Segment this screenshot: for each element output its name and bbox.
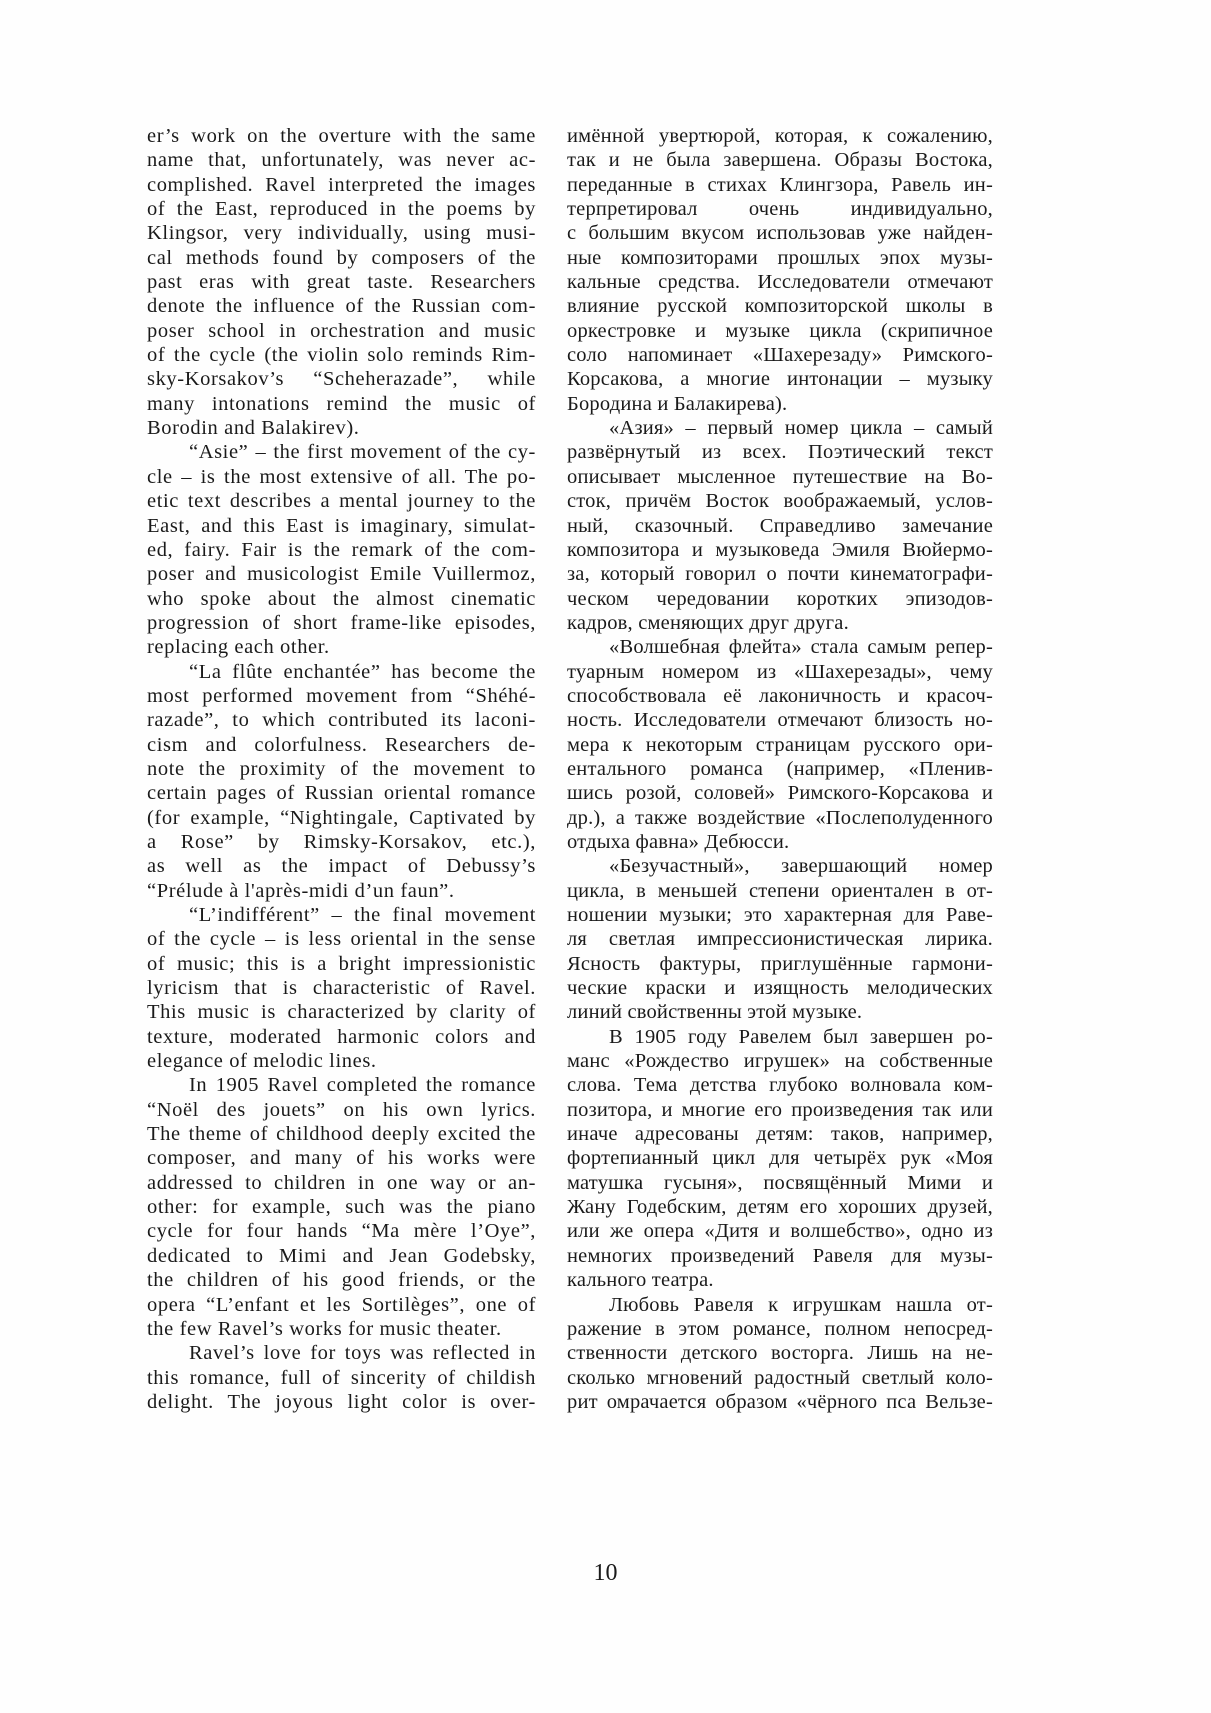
text-line: note the proximity of the movement to (147, 757, 536, 780)
text-line: за, который говорил о почти кинематографи- (567, 563, 993, 586)
text-line: “La flûte enchantée” has become the (189, 660, 536, 683)
text-line: имённой увертюрой, которая, к сожалению, (567, 125, 993, 147)
text-line: replacing each other. (147, 636, 330, 659)
text-line: ность. Исследователи отмечают близость но- (567, 709, 993, 732)
text-line: certain pages of Russian oriental romance (147, 782, 536, 805)
text-line: Корсакова, а многие интонации – музыку (567, 368, 993, 391)
text-line: развёрнутый из всех. Поэтический текст (567, 441, 993, 464)
text-line: ные композиторами прошлых эпох музы- (567, 246, 993, 269)
text-line: elegance of melodic lines. (147, 1050, 377, 1073)
text-line: «Азия» – первый номер цикла – самый (609, 417, 993, 440)
text-line: “L’indifférent” – the final movement (189, 904, 536, 926)
text-line: as well as the impact of Debussy’s (147, 855, 536, 878)
text-line: ed, fairy. Fair is the remark of the com- (147, 538, 536, 561)
text-line: влияние русской композиторской школы в (567, 295, 993, 318)
text-line: ентального романса (например, «Пленив- (567, 757, 993, 780)
text-line: opera “L’enfant et les Sortilèges”, one of (147, 1293, 536, 1316)
text-line: past eras with great taste. Researchers (147, 271, 536, 294)
text-line: The theme of childhood deeply excited the (147, 1123, 536, 1146)
text-line: терпретировал очень индивидуально, (567, 198, 993, 221)
text-line: туарным номером из «Шахерезады», чему (567, 660, 993, 683)
text-line: сток, причём Восток воображаемый, услов- (567, 490, 993, 513)
text-line: слова. Тема детства глубоко волновала ком- (567, 1074, 993, 1097)
text-line: sky-Korsakov’s “Scheherazade”, while (147, 368, 536, 391)
text-line: Ясность фактуры, приглушённые гармони- (567, 952, 993, 975)
text-line: В 1905 году Равелем был завершен ро- (609, 1025, 993, 1048)
text-line: иначе адресованы детям: таков, например, (567, 1123, 993, 1146)
text-line: способствовала её лаконичность и красоч- (567, 684, 993, 707)
text-line: так и не была завершена. Образы Востока, (567, 149, 993, 172)
text-line: композитора и музыковеда Эмиля Вюйермо- (567, 538, 993, 561)
text-line: цикла, в меньшей степени ориентален в от- (567, 879, 993, 902)
text-line: ражение в этом романсе, полном непосред- (567, 1317, 993, 1340)
text-line: фортепианный цикл для четырёх рук «Моя (567, 1147, 993, 1170)
text-line: ля светлая импрессионистическая лирика. (567, 928, 993, 951)
text-line: кального театра. (567, 1269, 714, 1292)
english-text-column (147, 124, 536, 1414)
text-line: немногих произведений Равеля для музы- (567, 1244, 993, 1267)
text-line: «Волшебная флейта» стала самым репер- (609, 636, 993, 659)
text-line: манс «Рождество игрушек» на собственные (567, 1050, 993, 1073)
text-line: оркестровке и музыке цикла (скрипичное (567, 319, 993, 342)
text-line: Любовь Равеля к игрушкам нашла от- (609, 1293, 993, 1316)
text-line: соло напоминает «Шахерезаду» Римского- (567, 344, 993, 367)
text-line: lyricism that is characteristic of Ravel. (147, 977, 536, 1000)
text-line: cle – is the most extensive of all. The po- (147, 465, 536, 488)
text-line: сколько мгновений радостный светлый коло- (567, 1366, 993, 1389)
text-line: of music; this is a bright impressionistic (147, 952, 536, 975)
text-line: “Prélude à l'après-midi d’un faun”. (147, 879, 455, 902)
text-line: poser and musicologist Emile Vuillermoz, (147, 563, 536, 586)
page-number: 10 (593, 1560, 618, 1586)
text-line: рит омрачается образом «чёрного пса Вельзе- (567, 1390, 993, 1413)
russian-text-column (567, 124, 993, 1414)
text-line: who spoke about the almost cinematic (147, 587, 536, 610)
text-line: др.), а также воздействие «Послеполуденного (567, 806, 993, 829)
text-line: delight. The joyous light color is over- (147, 1390, 536, 1413)
text-line: cycle for four hands “Ma mère l’Oye”, (147, 1220, 536, 1243)
text-line: переданные в стихах Клингзора, Равель ин- (567, 173, 993, 196)
text-line: кадров, сменяющих друг друга. (567, 611, 849, 634)
text-line: ческом чередовании коротких эпизодов- (567, 587, 993, 610)
text-line: razade”, to which contributed its laconi- (147, 709, 536, 732)
text-line: «Безучастный», завершающий номер (609, 855, 993, 878)
text-line: of the cycle (the violin solo reminds Rim- (147, 344, 536, 367)
text-line: “Asie” – the first movement of the cy- (189, 441, 536, 464)
text-line: линий свойственны этой музыке. (567, 1001, 863, 1024)
text-line: отдыха фавна» Дебюсси. (567, 830, 790, 853)
text-line: cism and colorfulness. Researchers de- (147, 733, 536, 756)
text-line: composer, and many of his works were (147, 1147, 536, 1170)
text-line: the children of his good friends, or the (147, 1269, 536, 1292)
text-line: ный, сказочный. Справедливо замечание (567, 514, 993, 537)
text-line: In 1905 Ravel completed the romance (189, 1074, 536, 1097)
text-line: a Rose” by Rimsky-Korsakov, etc.), (147, 830, 536, 853)
text-line: cal methods found by composers of the (147, 246, 536, 269)
text-line: other: for example, such was the piano (147, 1196, 536, 1219)
text-line: of the cycle – is less oriental in the sense (147, 928, 536, 951)
text-line: или же опера «Дитя и волшебство», одно из (567, 1220, 993, 1243)
text-line: East, and this East is imaginary, simulat- (147, 514, 536, 537)
text-line: позитора, и многие его произведения так или (567, 1098, 993, 1121)
text-line: “Noël des jouets” on his own lyrics. (147, 1098, 536, 1121)
text-line: progression of short frame-like episodes, (147, 611, 536, 634)
text-line: Бородина и Балакирева). (567, 392, 788, 415)
text-line: кальные средства. Исследователи отмечают (567, 271, 993, 294)
text-line: most performed movement from “Shéhé- (147, 684, 536, 707)
text-line: this romance, full of sincerity of childish (147, 1366, 536, 1389)
text-line: many intonations remind the music of (147, 392, 536, 415)
text-line: texture, moderated harmonic colors and (147, 1025, 536, 1048)
text-line: Klingsor, very individually, using musi- (147, 222, 536, 245)
text-line: (for example, “Nightingale, Captivated by (147, 806, 536, 829)
text-line: dedicated to Mimi and Jean Godebsky, (147, 1244, 536, 1267)
text-line: the few Ravel’s works for music theater. (147, 1317, 502, 1340)
text-line: шись розой, соловей» Римского-Корсакова и (567, 782, 993, 805)
text-line: of the East, reproduced in the poems by (147, 198, 536, 221)
text-line: описывает мысленное путешествие на Во- (567, 465, 993, 488)
text-line: complished. Ravel interpreted the images (147, 173, 536, 196)
text-line: denote the influence of the Russian com- (147, 295, 536, 318)
text-line: er’s work on the overture with the same (147, 125, 536, 147)
text-line: poser school in orchestration and music (147, 319, 536, 342)
text-line: Жану Годебским, детям его хороших друзей, (567, 1196, 993, 1219)
text-line: с большим вкусом использовав уже найден- (567, 222, 993, 245)
text-line: ношении музыки; это характерная для Раве- (567, 904, 993, 926)
text-line: name that, unfortunately, was never ac- (147, 149, 536, 172)
text-line: ственности детского восторга. Лишь на не- (567, 1342, 993, 1365)
text-line: etic text describes a mental journey to the (147, 490, 536, 513)
text-line: This music is characterized by clarity of (147, 1001, 536, 1024)
text-line: Ravel’s love for toys was reflected in (189, 1342, 536, 1365)
text-line: мера к некоторым страницам русского ори- (567, 733, 993, 756)
text-line: матушка гусыня», посвящённый Мими и (567, 1171, 993, 1194)
text-line: addressed to children in one way or an- (147, 1171, 536, 1194)
text-line: Borodin and Balakirev). (147, 417, 360, 440)
text-line: ческие краски и изящность мелодических (567, 977, 993, 1000)
